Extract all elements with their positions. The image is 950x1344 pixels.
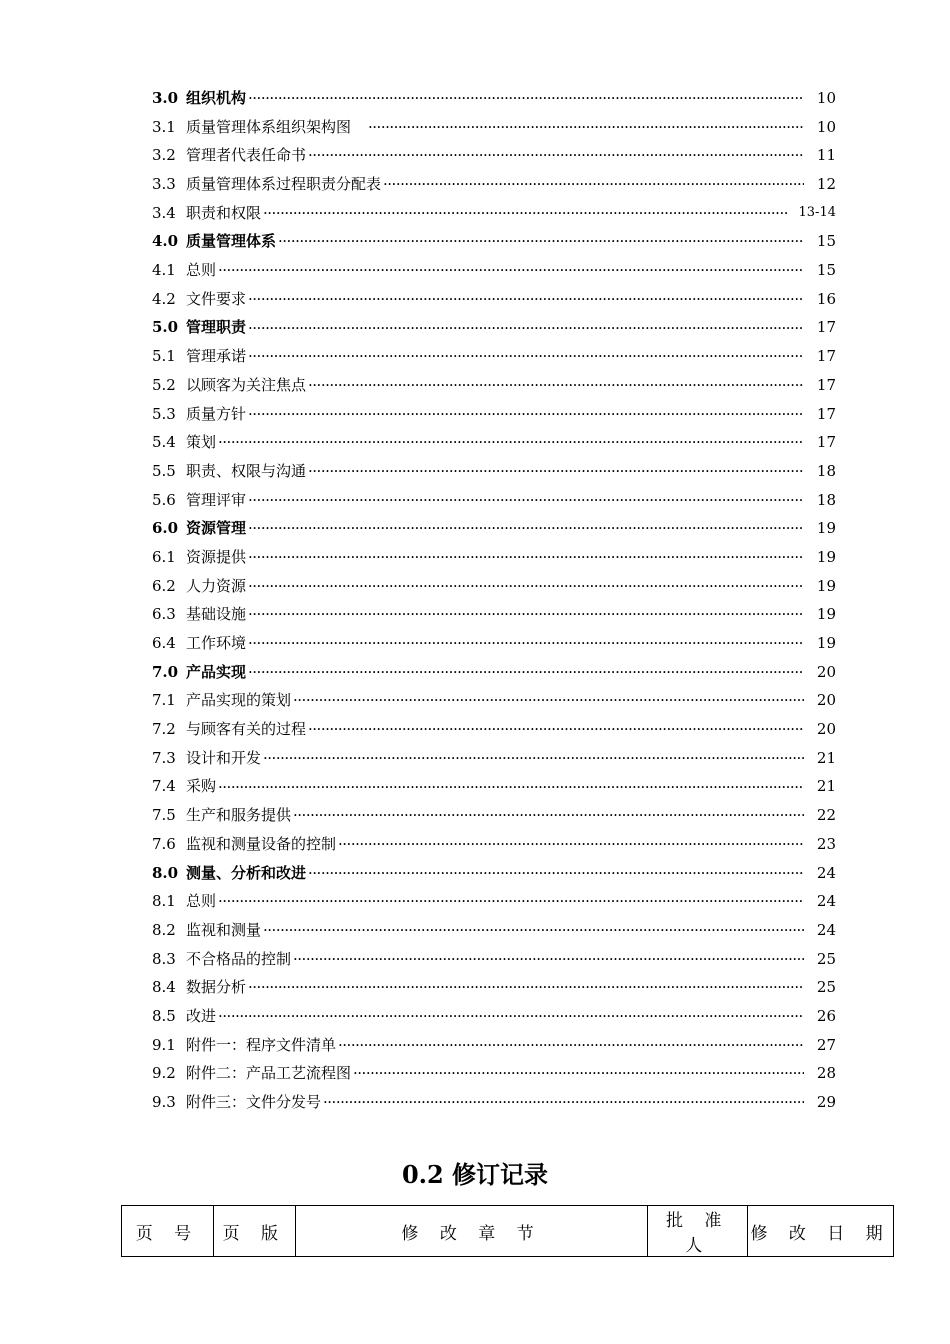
toc-leader-dots <box>308 715 804 744</box>
toc-leader-dots <box>248 400 804 429</box>
toc-entry[interactable] <box>152 859 836 888</box>
toc-entry-page: 15 <box>816 232 836 251</box>
toc-entry-title: 基础设施 <box>186 605 247 624</box>
toc-leader-dots <box>218 887 804 916</box>
toc-entry-title: 附件一：程序文件清单 <box>186 1035 337 1054</box>
toc-entry[interactable] <box>152 1059 836 1088</box>
toc-entry-page: 17 <box>816 404 836 423</box>
toc-entry-number: 6.1 <box>152 547 176 566</box>
toc-leader-dots <box>248 629 804 658</box>
toc-leader-dots <box>263 199 788 228</box>
toc-leader-dots <box>248 543 804 572</box>
toc-entry-page: 29 <box>816 1093 836 1112</box>
toc-entry-page: 15 <box>816 261 836 280</box>
toc-leader-dots <box>278 227 804 256</box>
toc-entry-number: 5.6 <box>152 490 176 509</box>
toc-leader-dots <box>308 457 804 486</box>
toc-entry[interactable] <box>152 514 836 543</box>
toc-entry-title: 管理承诺 <box>186 347 247 366</box>
toc-leader-dots <box>218 256 804 285</box>
toc-entry[interactable] <box>152 658 836 687</box>
toc-entry[interactable] <box>152 371 836 400</box>
toc-leader-dots <box>353 1059 804 1088</box>
toc-entry-title: 采购 <box>186 777 217 796</box>
toc-entry-number: 7.6 <box>152 834 176 853</box>
toc-entry-title: 管理评审 <box>186 490 247 509</box>
toc-entry-title: 产品实现 <box>186 662 247 681</box>
toc-entry[interactable] <box>152 773 836 802</box>
toc-entry-title: 附件二：产品工艺流程图 <box>186 1064 352 1083</box>
toc-entry-title: 质量管理体系过程职责分配表 <box>186 175 382 194</box>
toc-entry[interactable] <box>152 170 836 199</box>
toc-entry-number: 6.3 <box>152 605 176 624</box>
toc-entry-page: 24 <box>816 892 836 911</box>
toc-entry-title: 不合格品的控制 <box>186 949 292 968</box>
toc-entry-page: 18 <box>816 490 836 509</box>
toc-entry-number: 6.2 <box>152 576 176 595</box>
toc-entry-number: 8.3 <box>152 949 176 968</box>
toc-leader-dots <box>248 514 804 543</box>
toc-entry-number: 4.0 <box>152 232 179 251</box>
toc-entry-title: 文件要求 <box>186 289 247 308</box>
toc-entry-page: 16 <box>816 289 836 308</box>
toc-entry[interactable] <box>152 285 836 314</box>
toc-entry-number: 5.0 <box>152 318 179 337</box>
toc-entry-page: 17 <box>816 347 836 366</box>
toc-leader-dots <box>308 859 804 888</box>
toc-entry[interactable] <box>152 428 836 457</box>
header-page-number: 页 号 <box>122 1206 214 1257</box>
toc-entry-title: 以顾客为关注焦点 <box>186 375 307 394</box>
toc-entry[interactable] <box>152 457 836 486</box>
toc-entry-number: 8.5 <box>152 1006 176 1025</box>
revision-header-row <box>122 1206 894 1257</box>
toc-entry-number: 7.3 <box>152 748 176 767</box>
toc-entry-page: 20 <box>816 720 836 739</box>
toc-entry[interactable] <box>152 916 836 945</box>
header-modified-section: 修 改 章 节 <box>295 1206 647 1257</box>
toc-leader-dots <box>248 342 804 371</box>
toc-entry[interactable] <box>152 113 836 142</box>
toc-entry-title: 改进 <box>186 1006 217 1025</box>
toc-entry-page: 25 <box>816 978 836 997</box>
toc-entry-number: 3.3 <box>152 175 176 194</box>
toc-leader-dots <box>248 486 804 515</box>
toc-entry-title: 数据分析 <box>186 978 247 997</box>
toc-entry-page: 26 <box>816 1006 836 1025</box>
toc-leader-dots <box>248 314 804 343</box>
toc-entry-title: 策划 <box>186 433 217 452</box>
toc-entry[interactable] <box>152 686 836 715</box>
toc-entry-number: 3.0 <box>152 88 179 107</box>
toc-entry-title: 总则 <box>186 261 217 280</box>
toc-leader-dots <box>248 973 804 1002</box>
toc-leader-dots <box>248 600 804 629</box>
toc-entry-number: 7.1 <box>152 691 176 710</box>
toc-entry-page: 19 <box>816 576 836 595</box>
toc-entry-page: 19 <box>816 605 836 624</box>
header-page-version: 页 版 <box>213 1206 295 1257</box>
toc-entry-page: 21 <box>816 748 836 767</box>
toc-entry-number: 4.1 <box>152 261 176 280</box>
toc-entry-number: 8.1 <box>152 892 176 911</box>
toc-entry-title: 质量管理体系组织架构图 <box>186 117 367 136</box>
toc-entry-page: 13-14 <box>798 204 836 220</box>
toc-leader-dots <box>263 744 804 773</box>
toc-entry-title: 总则 <box>186 892 217 911</box>
toc-entry[interactable] <box>152 400 836 429</box>
toc-leader-dots <box>338 1031 804 1060</box>
toc-entry-number: 6.4 <box>152 634 176 653</box>
toc-entry-page: 18 <box>816 461 836 480</box>
toc-entry[interactable] <box>152 543 836 572</box>
toc-entry-page: 17 <box>816 375 836 394</box>
toc-leader-dots <box>248 572 804 601</box>
toc-leader-dots <box>308 141 804 170</box>
toc-entry[interactable] <box>152 600 836 629</box>
toc-entry-number: 5.1 <box>152 347 176 366</box>
toc-entry-page: 21 <box>816 777 836 796</box>
toc-entry[interactable] <box>152 744 836 773</box>
toc-entry-title: 监视和测量 <box>186 920 262 939</box>
toc-entry-page: 10 <box>816 117 836 136</box>
toc-leader-dots <box>218 1002 804 1031</box>
revision-record-table <box>121 1205 894 1257</box>
toc-entry-number: 8.2 <box>152 920 176 939</box>
toc-entry-page: 24 <box>816 863 836 882</box>
toc-entry-title: 质量方针 <box>186 404 247 423</box>
toc-leader-dots <box>293 686 804 715</box>
toc-leader-dots <box>248 285 804 314</box>
toc-entry-number: 7.5 <box>152 806 176 825</box>
toc-entry-title: 与顾客有关的过程 <box>186 720 307 739</box>
toc-entry-title: 测量、分析和改进 <box>186 863 307 882</box>
toc-entry-title: 质量管理体系 <box>186 232 277 251</box>
toc-entry-number: 5.5 <box>152 461 176 480</box>
toc-entry[interactable] <box>152 629 836 658</box>
toc-entry-title: 组织机构 <box>186 88 247 107</box>
toc-entry-number: 7.4 <box>152 777 176 796</box>
toc-entry[interactable] <box>152 486 836 515</box>
toc-leader-dots <box>218 773 804 802</box>
toc-entry-page: 11 <box>816 146 836 165</box>
toc-entry-number: 3.4 <box>152 203 176 222</box>
toc-entry[interactable] <box>152 801 836 830</box>
toc-entry-number: 4.2 <box>152 289 176 308</box>
toc-entry-number: 6.0 <box>152 519 179 538</box>
toc-entry[interactable] <box>152 141 836 170</box>
toc-entry-page: 25 <box>816 949 836 968</box>
toc-entry[interactable] <box>152 887 836 916</box>
toc-entry-title: 监视和测量设备的控制 <box>186 834 337 853</box>
toc-entry-page: 19 <box>816 634 836 653</box>
toc-entry-title: 生产和服务提供 <box>186 806 292 825</box>
toc-entry[interactable] <box>152 945 836 974</box>
toc-leader-dots <box>293 801 804 830</box>
revision-record-title: 0.2 修订记录 <box>401 1160 549 1189</box>
toc-entry[interactable] <box>152 715 836 744</box>
toc-entry-title: 资源管理 <box>186 519 247 538</box>
table-of-contents <box>152 84 836 1117</box>
toc-entry[interactable] <box>152 1031 836 1060</box>
toc-entry-page: 19 <box>816 547 836 566</box>
toc-entry-title: 设计和开发 <box>186 748 262 767</box>
toc-entry-page: 12 <box>816 175 836 194</box>
toc-entry[interactable] <box>152 199 836 228</box>
toc-entry-number: 7.0 <box>152 662 179 681</box>
toc-entry[interactable] <box>152 227 836 256</box>
toc-entry-number: 3.2 <box>152 146 176 165</box>
toc-entry-page: 17 <box>816 318 836 337</box>
toc-entry[interactable] <box>152 256 836 285</box>
toc-entry[interactable] <box>152 342 836 371</box>
toc-entry-page: 23 <box>816 834 836 853</box>
toc-entry-page: 27 <box>816 1035 836 1054</box>
toc-entry[interactable] <box>152 314 836 343</box>
toc-entry-page: 24 <box>816 920 836 939</box>
toc-entry-title: 职责、权限与沟通 <box>186 461 307 480</box>
toc-entry-number: 7.2 <box>152 720 176 739</box>
toc-entry[interactable] <box>152 1088 836 1117</box>
toc-leader-dots <box>308 371 804 400</box>
toc-leader-dots <box>383 170 804 199</box>
toc-leader-dots <box>293 945 804 974</box>
toc-entry-title: 附件三：文件分发号 <box>186 1093 322 1112</box>
toc-entry-page: 20 <box>816 662 836 681</box>
toc-leader-dots <box>218 428 804 457</box>
toc-entry-number: 8.0 <box>152 863 179 882</box>
toc-entry-title: 职责和权限 <box>186 203 262 222</box>
toc-entry-title: 资源提供 <box>186 547 247 566</box>
toc-entry[interactable] <box>152 973 836 1002</box>
header-approver: 批 准 人 <box>648 1206 748 1257</box>
toc-entry-number: 5.4 <box>152 433 176 452</box>
toc-entry-page: 10 <box>816 88 836 107</box>
toc-entry-title: 工作环境 <box>186 634 247 653</box>
header-modify-date: 修 改 日 期 <box>748 1206 894 1257</box>
toc-entry-number: 5.2 <box>152 375 176 394</box>
toc-entry-page: 17 <box>816 433 836 452</box>
toc-entry-title: 管理者代表任命书 <box>186 146 307 165</box>
toc-entry-title: 产品实现的策划 <box>186 691 292 710</box>
toc-entry[interactable] <box>152 830 836 859</box>
toc-entry-number: 9.2 <box>152 1064 176 1083</box>
toc-entry-number: 9.1 <box>152 1035 176 1054</box>
toc-entry-title: 人力资源 <box>186 576 247 595</box>
toc-entry-number: 5.3 <box>152 404 176 423</box>
toc-leader-dots <box>338 830 804 859</box>
toc-entry-page: 28 <box>816 1064 836 1083</box>
toc-entry[interactable] <box>152 572 836 601</box>
toc-entry-number: 3.1 <box>152 117 176 136</box>
toc-entry[interactable] <box>152 84 836 113</box>
toc-leader-dots <box>323 1088 804 1117</box>
toc-entry[interactable] <box>152 1002 836 1031</box>
toc-entry-number: 8.4 <box>152 978 176 997</box>
toc-entry-page: 19 <box>816 519 836 538</box>
toc-entry-page: 22 <box>816 806 836 825</box>
toc-entry-number: 9.3 <box>152 1093 176 1112</box>
toc-leader-dots <box>248 84 804 113</box>
toc-entry-title: 管理职责 <box>186 318 247 337</box>
toc-leader-dots <box>248 658 804 687</box>
toc-leader-dots <box>368 113 804 142</box>
toc-leader-dots <box>263 916 804 945</box>
toc-entry-page: 20 <box>816 691 836 710</box>
